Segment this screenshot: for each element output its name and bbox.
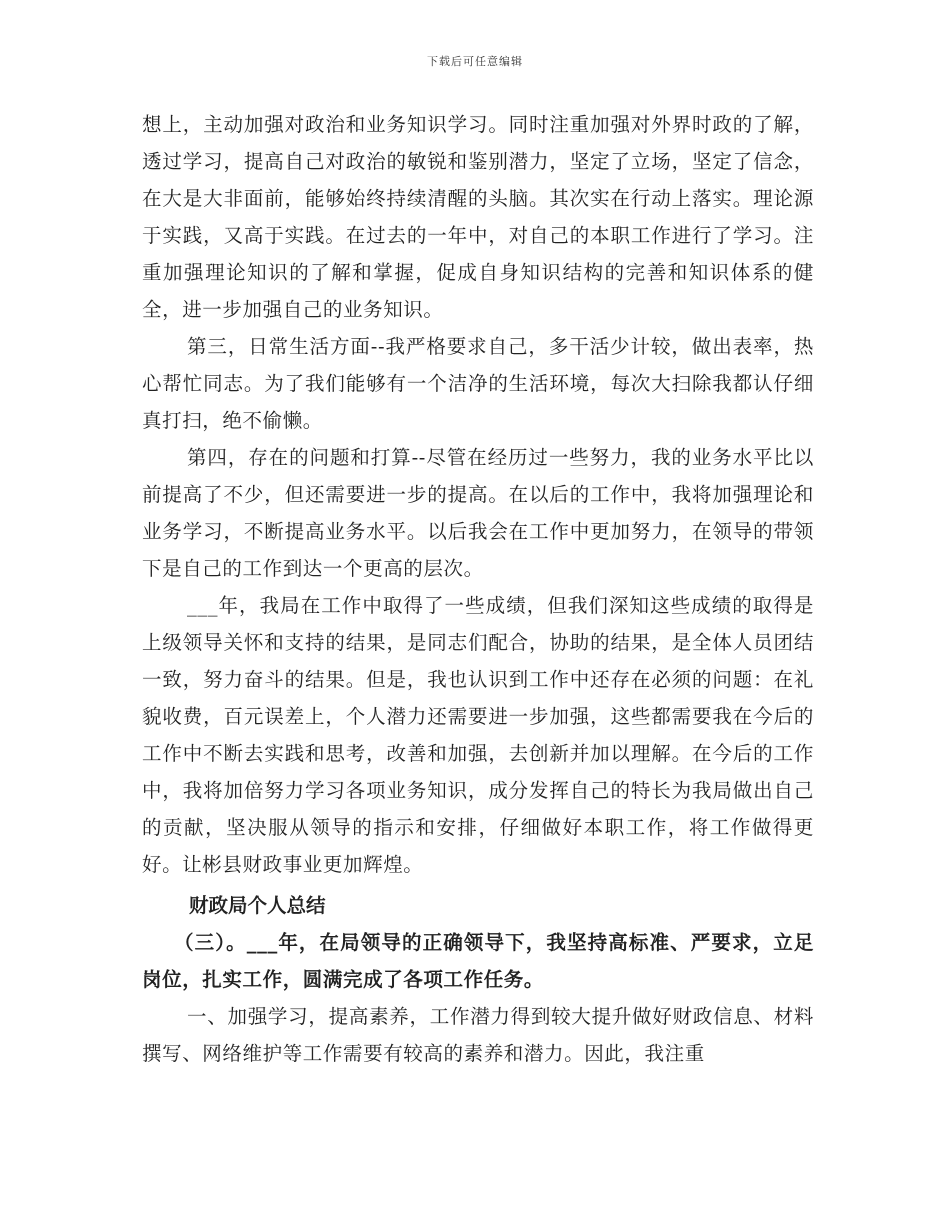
page-header: 下载后可任意编辑 <box>427 55 523 68</box>
paragraph-continuation: 想上，主动加强对政治和业务知识学习。同时注重加强对外界时政的了解，透过学习，提高自己对政治的敏锐和鉴别潜力，坚定了立场，坚定了信念，在大是大非面前，能够始终持续清醒的头脑。其次实在行动上落实。理论源于实践，又高于实践。在过去的一年中，对自己的本职工作进行了学习。注重加强理论知识的了解和掌握，促成自身知识结构的完善和知识体系的健全，进一步加强自己的业务知识。 <box>142 113 814 321</box>
paragraph-first-point: 一、加强学习，提高素养，工作潜力得到较大提升做好财政信息、材料撰写、网络维护等工作需要有较高的素养和潜力。因此，我注重 <box>142 1005 814 1065</box>
paragraph-year-summary: ___年，我局在工作中取得了一些成绩，但我们深知这些成绩的取得是上级领导关怀和支持的结果，是同志们配合，协助的结果，是全体人员团结一致，努力奋斗的结果。但是，我也认识到工作中还存在必须的问题：在礼貌收费，百元误差上，个人潜力还需要进一步加强，这些都需要我在今后的工作中不断去实践和思考，改善和加强，去创新并加以理解。在今后的工作中，我将加倍努力学习各项业务知识，成分发挥自己的特长为我局做出自己的贡献，坚决服从领导的指示和安排，仔细做好本职工作，将工作做得更好。让彬县财政事业更加辉煌。 <box>142 594 814 876</box>
bold-intro-paragraph: （三）。___年，在局领导的正确领导下，我坚持高标准、严要求，立足岗位，扎实工作，圆满完成了各项工作任务。 <box>142 931 814 991</box>
paragraph-fourth-point: 第四，存在的问题和打算--尽管在经历过一些努力，我的业务水平比以前提高了不少，但还需要进一步的提高。在以后的工作中，我将加强理论和业务学习，不断提高业务水平。以后我会在工作中更加努力，在领导的带领下是自己的工作到达一个更高的层次。 <box>142 446 814 580</box>
section-title: 财政局个人总结 <box>189 894 326 917</box>
paragraph-third-point: 第三，日常生活方面--我严格要求自己，多干活少计较，做出表率，热心帮忙同志。为了我们能够有一个洁净的生活环境，每次大扫除我都认仔细真打扫，绝不偷懒。 <box>142 335 814 432</box>
document-body <box>142 106 814 1072</box>
